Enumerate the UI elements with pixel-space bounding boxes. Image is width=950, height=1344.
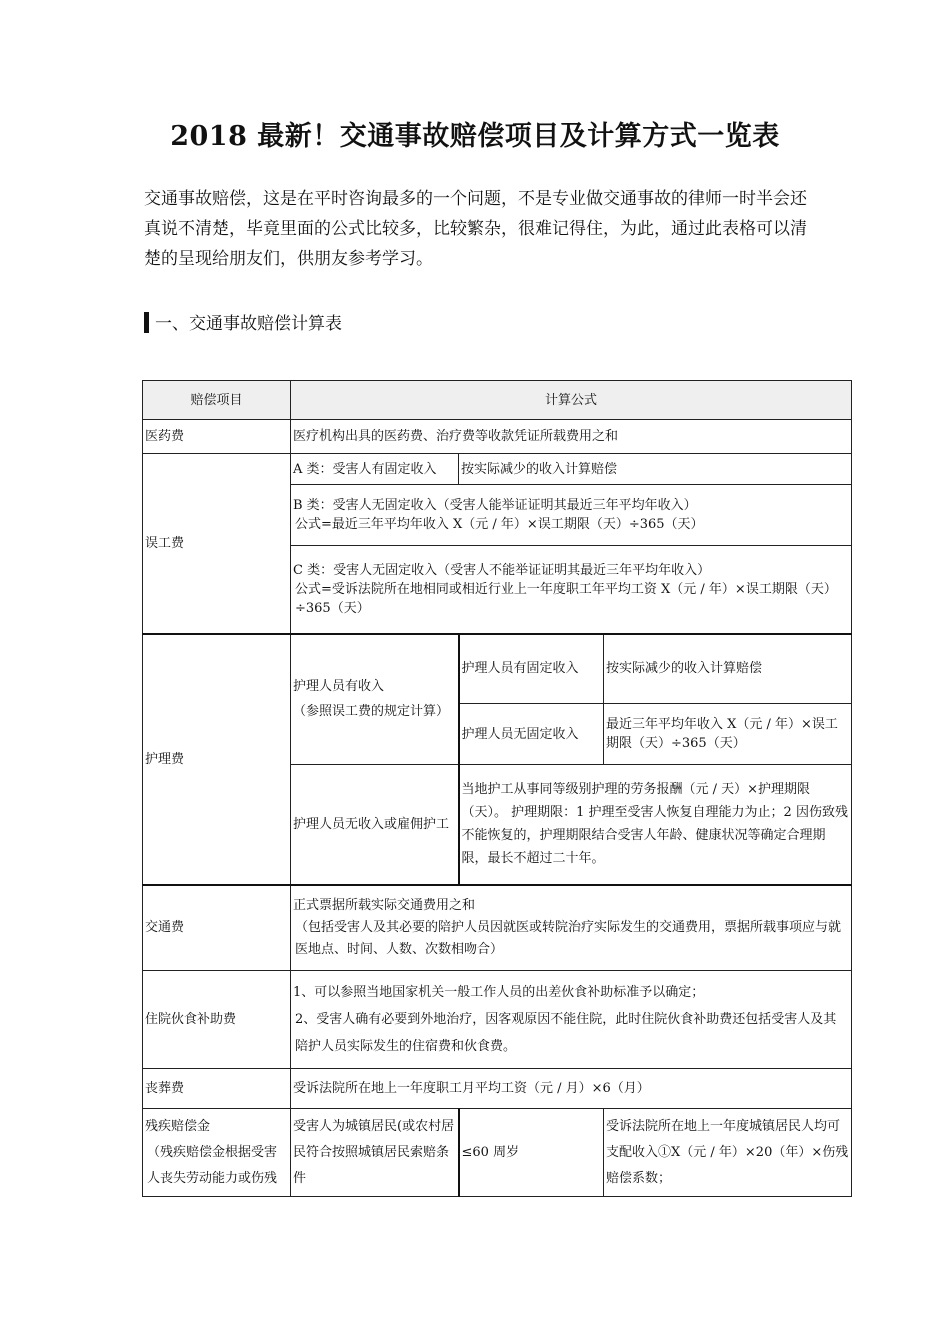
nursing-no-income-label: 护理人员无收入或雇佣护工 <box>291 765 459 885</box>
lost-work-b-line1: B 类：受害人无固定收入（受害人能举证证明其最近三年平均年收入） <box>293 498 697 513</box>
lost-work-a-formula: 按实际减少的收入计算赔偿 <box>459 454 852 485</box>
nursing-with-income-line2: （参照误工费的规定计算） <box>293 704 450 720</box>
lost-work-c-line2: 公式=受诉法院所在地相同或相近行业上一年度职工年平均工资 X（元 / 年）×误工期限（天） ÷365（天） <box>295 581 837 616</box>
disability-formula: 受诉法院所在地上一年度城镇居民人均可支配收入①X（元 / 年）×20（年）×伤残赔偿系数； <box>604 1109 852 1197</box>
nursing-with-income-cell <box>291 634 459 765</box>
disability-age: ≤60 周岁 <box>459 1109 604 1197</box>
meal-subsidy-name: 住院伙食补助费 <box>143 971 291 1069</box>
nursing-fixed-formula: 按实际减少的收入计算赔偿 <box>604 634 852 704</box>
header-formula-cell: 计算公式 <box>291 381 852 420</box>
meal-subsidy-line2: 2、受害人确有必要到外地治疗，因客观原因不能住院，此时住院伙食补助费还包括受害人及其陪护人员实际发生的住宿费和伙食费。 <box>295 1012 837 1054</box>
nursing-no-income-formula: 当地护工从事同等级别护理的劳务报酬（元 / 天）×护理期限（天）。 护理期限：1 护理至受害人恢复自理能力为止；2 因伤致残不能恢复的，护理期限结合受害人年龄、健康状况等确定合理期限，最长不超过二十年。 <box>459 765 852 885</box>
table-row-medical <box>143 420 852 454</box>
table-row-disability <box>143 1109 852 1197</box>
nursing-nonfixed-formula: 最近三年平均年收入 X（元 / 年）×误工期限（天）÷365（天） <box>604 704 852 765</box>
heading-bar-marker <box>144 312 149 333</box>
lost-work-name: 误工费 <box>143 454 291 634</box>
table-header-row <box>143 381 852 420</box>
section-heading <box>144 312 342 336</box>
medical-name: 医药费 <box>143 420 291 454</box>
funeral-formula: 受诉法院所在地上一年度职工月平均工资（元 / 月）×6（月） <box>291 1069 852 1109</box>
medical-formula: 医疗机构出具的医药费、治疗费等收款凭证所载费用之和 <box>291 420 852 454</box>
section-heading-text: 一、交通事故赔偿计算表 <box>155 314 342 334</box>
header-item-cell: 赔偿项目 <box>143 381 291 420</box>
nursing-fixed-label: 护理人员有固定收入 <box>459 634 604 704</box>
nursing-name: 护理费 <box>143 634 291 885</box>
lost-work-c-cell <box>291 546 852 634</box>
transport-name: 交通费 <box>143 885 291 971</box>
transport-formula-cell <box>291 885 852 971</box>
page-title: 2018 最新！交通事故赔偿项目及计算方式一览表 <box>170 121 780 152</box>
disability-name-cell <box>143 1109 291 1197</box>
table-row-meal-subsidy <box>143 971 852 1069</box>
transport-line2: （包括受害人及其必要的陪护人员因就医或转院治疗实际发生的交通费用，票据所载事项应与就医地点、时间、人数、次数相吻合） <box>295 919 842 957</box>
meal-subsidy-formula-cell <box>291 971 852 1069</box>
disability-name-line2: （残疾赔偿金根据受害人丧失劳动能力或伤残 <box>147 1144 278 1186</box>
intro-paragraph: 交通事故赔偿，这是在平时咨询最多的一个问题，不是专业做交通事故的律师一时半会还真说不清楚，毕竟里面的公式比较多，比较繁杂，很难记得住，为此，通过此表格可以清楚的呈现给朋友们，供朋友参考学习。 <box>144 189 807 269</box>
funeral-name: 丧葬费 <box>143 1069 291 1109</box>
nursing-nonfixed-label: 护理人员无固定收入 <box>459 704 604 765</box>
table-row-transport <box>143 885 852 971</box>
table-row-funeral <box>143 1069 852 1109</box>
compensation-table <box>142 380 852 1197</box>
table-row-lost-work-a <box>143 454 852 485</box>
nursing-with-income-line1: 护理人员有收入 <box>293 679 385 695</box>
transport-line1: 正式票据所载实际交通费用之和 <box>293 897 476 913</box>
lost-work-c-line1: C 类：受害人无固定收入（受害人不能举证证明其最近三年平均年收入） <box>293 562 711 578</box>
lost-work-a-label: A 类：受害人有固定收入 <box>291 454 459 485</box>
table-row-nursing-fixed <box>143 634 852 704</box>
disability-condition: 受害人为城镇居民(或农村居民符合按照城镇居民索赔条件 <box>291 1109 459 1197</box>
meal-subsidy-line1: 1、可以参照当地国家机关一般工作人员的出差伙食补助标准予以确定； <box>293 985 705 1000</box>
lost-work-b-line2: 公式=最近三年平均年收入 X（元 / 年）×误工期限（天）÷365（天） <box>295 517 704 532</box>
lost-work-b-cell <box>291 485 852 546</box>
disability-name-line1: 残疾赔偿金 <box>145 1118 211 1134</box>
